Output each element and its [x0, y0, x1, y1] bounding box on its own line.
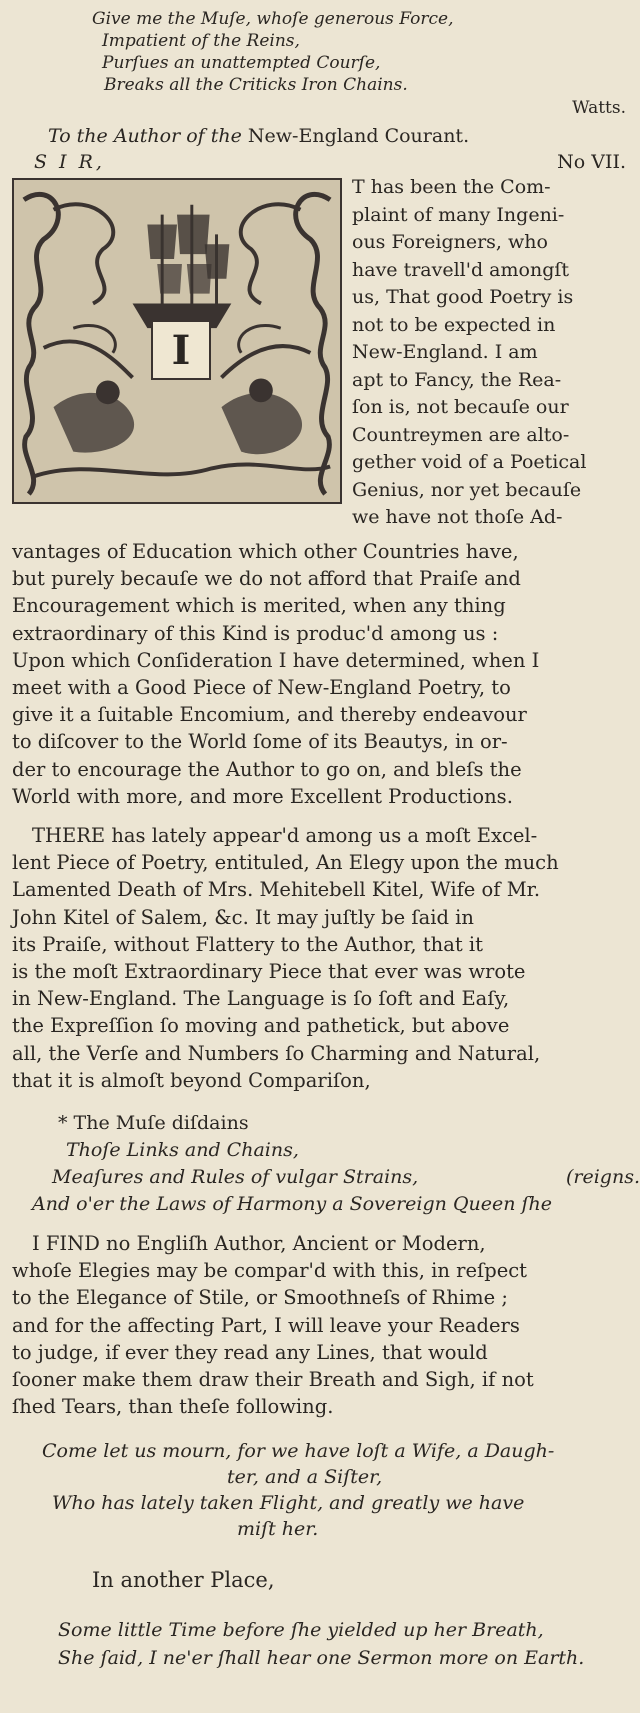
text-line: Countreymen are alto-: [352, 423, 570, 446]
text-line: ſon is, not becauſe our: [352, 396, 569, 418]
text-line: Genius, nor yet becauſe: [352, 478, 582, 501]
text-line: meet with a Good Piece of New-England Poetry, to: [12, 676, 511, 700]
paragraph-1-continued: [12, 538, 626, 810]
text-line: World with more, and more Excellent Productions.: [12, 784, 513, 808]
text-line: vantages of Education which other Countries have,: [12, 540, 519, 563]
another-place-heading: In another Place,: [92, 1568, 275, 1593]
verse-line: Come let us mourn, for we have loſt a Wife, a Daugh-: [42, 1440, 555, 1463]
text-line: whoſe Elegies may be compar'd with this, in reſpect: [12, 1259, 528, 1283]
verse-line: [52, 1164, 640, 1191]
text-line: and for the affecting Part, I will leave your Readers: [12, 1313, 520, 1337]
text-line: that it is almoſt beyond Compariſon,: [12, 1068, 371, 1092]
text-line: ous Foreigners, who: [352, 231, 548, 253]
sir-greeting: S I R,: [34, 151, 105, 173]
intro-text: [352, 174, 634, 532]
paragraph-2: [12, 822, 626, 1094]
epigraph-attribution: Watts.: [572, 98, 626, 118]
text-line: give it a ſuitable Encomium, and thereby endeavour: [12, 703, 527, 727]
text-line: its Praiſe, without Flattery to the Author, that it: [12, 932, 483, 956]
verse-line: miſt her.: [237, 1518, 319, 1541]
epigraph-line: Impatient of the Reins,: [102, 31, 300, 51]
text-line: Upon which Conſideration I have determined, when I: [12, 648, 540, 672]
text-line: New-England. I am: [352, 341, 538, 363]
text-line: to diſcover to the World ſome of its Beautys, in or-: [12, 730, 508, 754]
text-line: THERE has lately appear'd among us a moſt Excel-: [32, 824, 538, 848]
text-line: have travell'd amongſt: [352, 258, 570, 281]
text-line: der to encourage the Author to go on, and bleſs the: [12, 757, 522, 781]
text-line: in New-England. The Language is ſo ſoft and Eaſy,: [12, 987, 510, 1011]
text-line: John Kitel of Salem, &c. It may juſtly be ſaid in: [12, 905, 474, 929]
salutation: [48, 124, 626, 148]
verse-line: ter, and a Siſter,: [227, 1466, 383, 1489]
woodcut-ship-illustration: [12, 178, 342, 504]
verse-quote-1: [32, 1110, 640, 1218]
text-line: not to be expected in: [352, 313, 556, 336]
verse-line: Some little Time before ſhe yielded up her Breath,: [58, 1619, 544, 1642]
sir-line: [34, 150, 626, 174]
verse-quote-3: [58, 1616, 626, 1672]
text-line: but purely becauſe we do not afford that Praiſe and: [12, 567, 521, 591]
drop-cap-initial: I: [151, 320, 211, 380]
text-line: Lamented Death of Mrs. Mehitebell Kitel, Wife of Mr.: [12, 878, 541, 902]
text-line: the Expreſſion ſo moving and pathetick, but above: [12, 1014, 510, 1038]
text-line: apt to Fancy, the Rea-: [352, 368, 562, 391]
text-line: extraordinary of this Kind is produc'd among us :: [12, 621, 499, 645]
epigraph-line: Breaks all the Criticks Iron Chains.: [104, 75, 408, 95]
verse-quote-2: [12, 1438, 626, 1542]
verse-line: She ſaid, I ne'er ſhall hear one Sermon more on Earth.: [58, 1647, 585, 1670]
text-line: we have not thoſe Ad-: [352, 506, 563, 528]
text-line: is the moſt Extraordinary Piece that ever was wrote: [12, 960, 526, 984]
text-line: plaint of many Ingeni-: [352, 203, 565, 226]
salutation-paper: New-England Courant.: [247, 125, 470, 147]
paragraph-3: [12, 1230, 626, 1420]
epigraph: [92, 8, 626, 96]
text-line: to judge, if ever they read any Lines, that would: [12, 1340, 488, 1364]
text-line: us, That good Poetry is: [352, 286, 574, 308]
salutation-to: To the Author of the: [48, 125, 242, 147]
text-line: Encouragement which is merited, when any thing: [12, 594, 506, 618]
verse-line-text: Meaſures and Rules of vulgar Strains,: [52, 1166, 419, 1189]
text-line: to the Elegance of Stile, or Smoothneſs of Rhime ;: [12, 1286, 508, 1310]
intro-block: [12, 178, 626, 538]
verse-line: * The Muſe diſdains: [58, 1112, 249, 1135]
verse-line: Who has lately taken Flight, and greatly we have: [52, 1492, 525, 1515]
verse-turnover: (reigns.: [565, 1166, 640, 1189]
text-line: T has been the Com-: [352, 176, 551, 198]
text-line: ſooner make them draw their Breath and Sigh, if not: [12, 1368, 534, 1392]
text-line: gether void of a Poetical: [352, 451, 587, 473]
text-line: all, the Verſe and Numbers ſo Charming and Natural,: [12, 1041, 541, 1065]
text-line: ſhed Tears, than theſe following.: [12, 1395, 334, 1419]
issue-number: No VII.: [557, 151, 626, 173]
text-line: I FIND no Engliſh Author, Ancient or Modern,: [32, 1232, 486, 1256]
verse-line: Thoſe Links and Chains,: [66, 1139, 299, 1162]
epigraph-line: Purſues an unattempted Courſe,: [102, 53, 381, 73]
verse-line: And o'er the Laws of Harmony a Sovereign Queen ſhe: [32, 1193, 553, 1216]
epigraph-line: Give me the Muſe, whoſe generous Force,: [92, 9, 454, 29]
text-line: lent Piece of Poetry, entituled, An Elegy upon the much: [12, 851, 559, 875]
